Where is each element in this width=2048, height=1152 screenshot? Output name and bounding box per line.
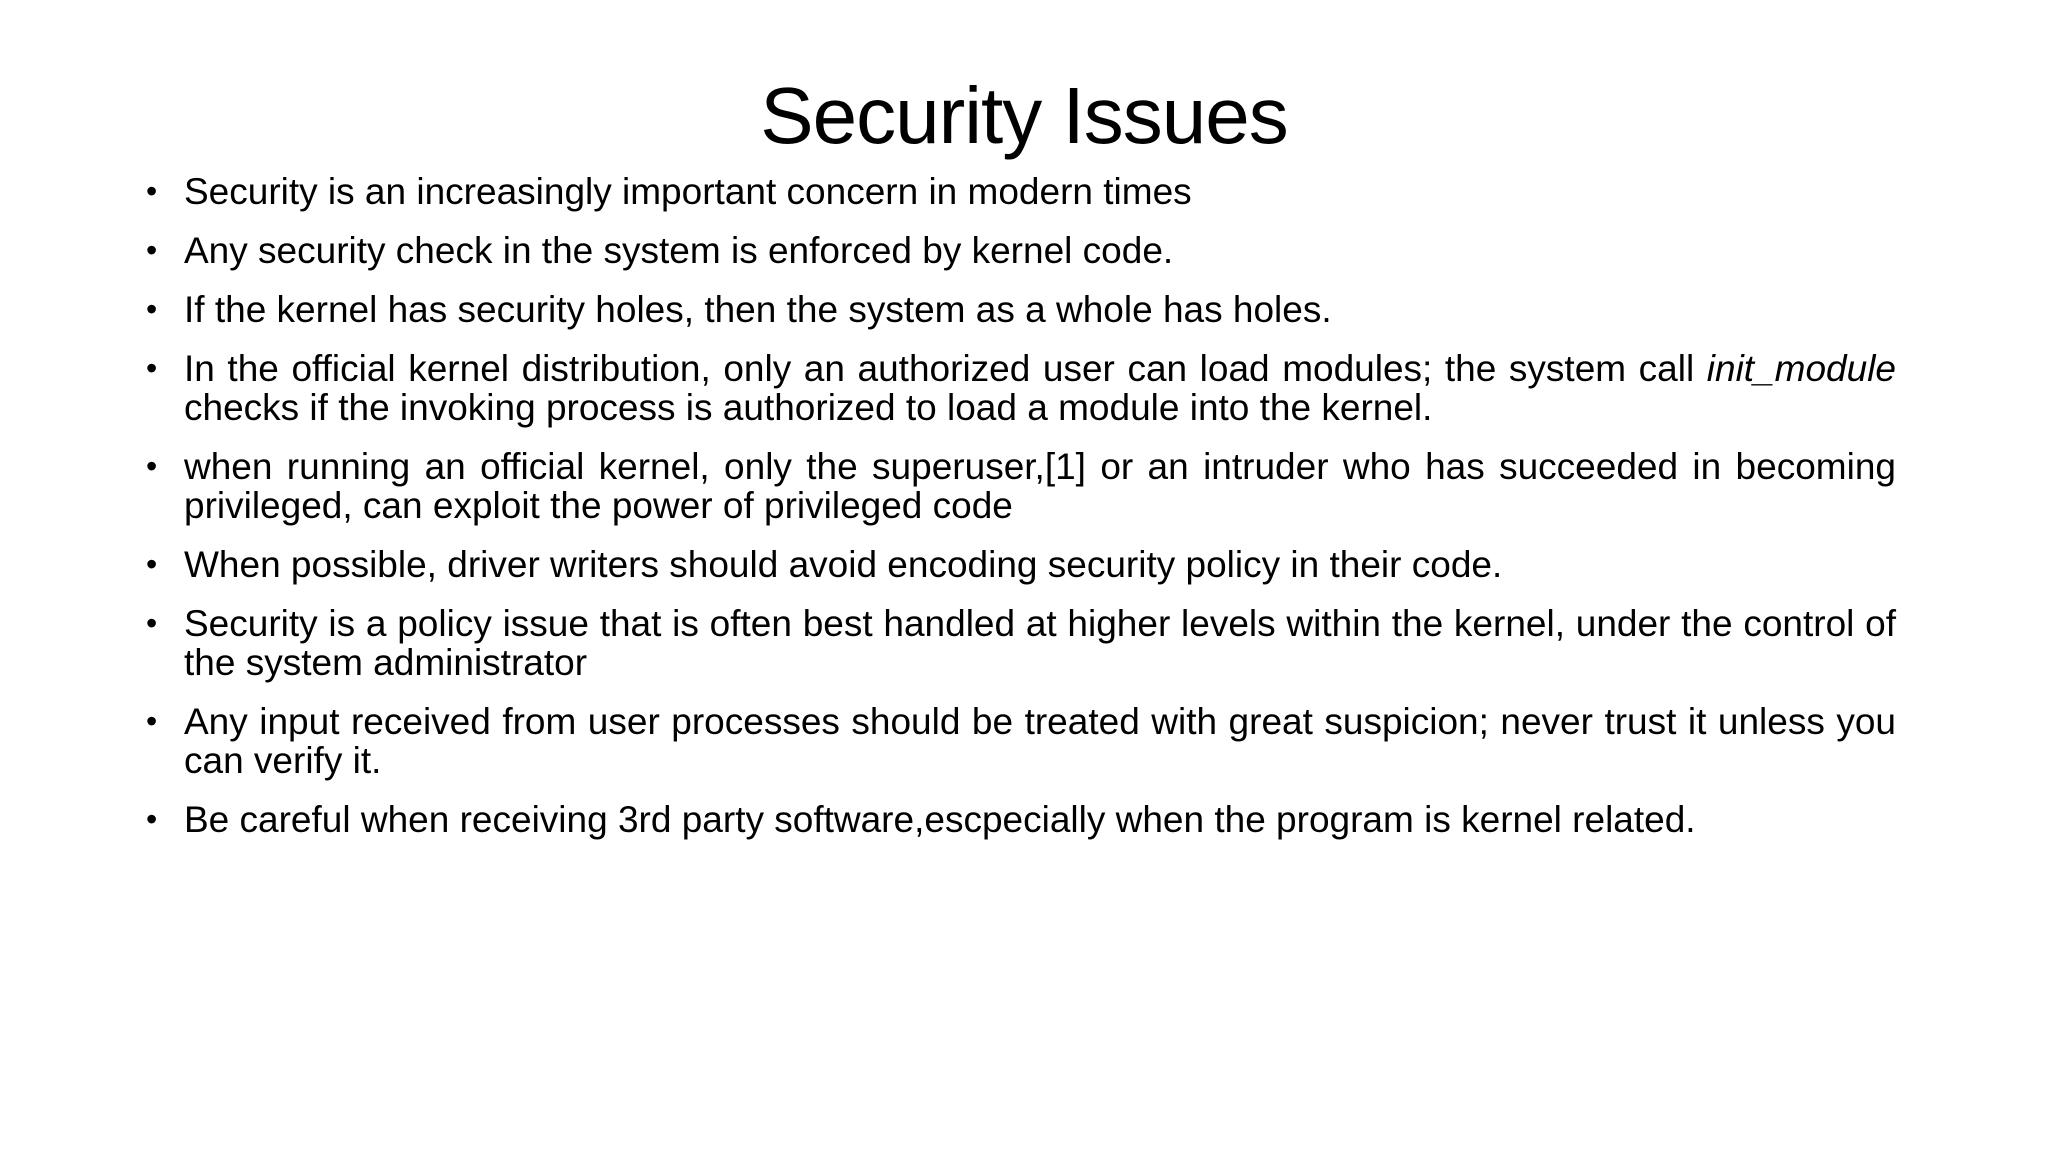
bullet-text: Be careful when receiving 3rd party software,escpecially when the program is kernel related. <box>184 799 1696 840</box>
bullet-dot-icon: • <box>146 350 158 386</box>
bullet-item <box>146 800 1896 839</box>
bullet-text: Security is an increasingly important concern in modern times <box>184 171 1192 212</box>
bullet-item <box>146 231 1896 270</box>
bullet-text-prefix: In the official kernel distribution, only an authorized user can load modules; the system call <box>184 348 1707 389</box>
bullet-item <box>146 172 1896 211</box>
bullet-dot-icon: • <box>146 546 158 582</box>
bullet-text: Any security check in the system is enforced by kernel code. <box>184 230 1174 271</box>
bullet-dot-icon: • <box>146 801 158 837</box>
slide-title: Security Issues <box>760 71 1288 160</box>
bullet-dot-icon: • <box>146 173 158 209</box>
bullet-text: when running an official kernel, only the superuser,[1] or an intruder who has succeeded in becoming privileged, can exploit the power of privileged code <box>184 446 1896 526</box>
bullet-dot-icon: • <box>146 232 158 268</box>
bullet-item <box>146 447 1896 525</box>
bullet-text-suffix: checks if the invoking process is authorized to load a module into the kernel. <box>184 387 1433 428</box>
bullet-text: When possible, driver writers should avoid encoding security policy in their code. <box>184 544 1503 585</box>
bullet-dot-icon: • <box>146 703 158 739</box>
bullet-list <box>146 172 1896 859</box>
bullet-text: Security is a policy issue that is often best handled at higher levels within the kernel, under the control of the system administrator <box>184 603 1896 683</box>
bullet-item <box>146 290 1896 329</box>
bullet-text <box>184 348 1896 428</box>
bullet-text: Any input received from user processes should be treated with great suspicion; never trust it unless you can verify it. <box>184 701 1896 781</box>
bullet-dot-icon: • <box>146 448 158 484</box>
bullet-item <box>146 545 1896 584</box>
bullet-item <box>146 702 1896 780</box>
bullet-dot-icon: • <box>146 291 158 327</box>
bullet-dot-icon: • <box>146 605 158 641</box>
bullet-item <box>146 604 1896 682</box>
bullet-text: If the kernel has security holes, then the system as a whole has holes. <box>184 289 1332 330</box>
code-term: init_module <box>1706 348 1896 389</box>
bullet-item <box>146 349 1896 427</box>
